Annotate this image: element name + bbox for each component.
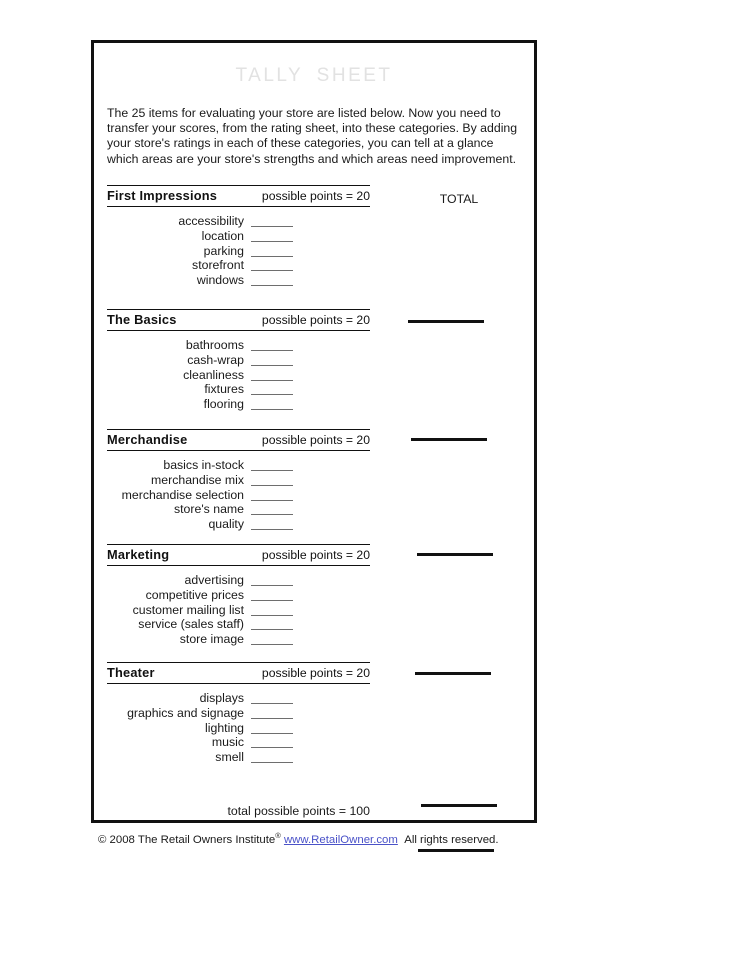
item-score-blank[interactable] [251, 365, 293, 366]
item-label: lighting [205, 720, 244, 735]
item-score-blank[interactable] [251, 256, 293, 257]
retailowner-link[interactable]: www.RetailOwner.com [283, 833, 398, 846]
item-label: accessibility [178, 214, 244, 228]
category-possible-points: possible points = 20 [261, 313, 370, 327]
registered-mark-icon: ® [275, 831, 281, 840]
item-score-blank[interactable] [251, 500, 293, 501]
list-item [94, 750, 534, 765]
list-item [94, 517, 534, 532]
list-item [94, 573, 534, 588]
item-label: bathrooms [185, 338, 244, 352]
item-label: windows [196, 273, 244, 288]
list-item [94, 338, 534, 353]
list-item [94, 214, 534, 229]
item-score-blank[interactable] [251, 629, 293, 630]
list-item [94, 273, 534, 288]
list-item [94, 691, 534, 706]
list-item [94, 244, 534, 259]
category-name: The Basics [107, 312, 177, 327]
category-item-list [94, 338, 534, 412]
page-title: TALLY SHEET [235, 65, 393, 86]
item-label: advertising [184, 573, 244, 587]
item-score-blank[interactable] [251, 762, 293, 763]
category-rule-top [107, 429, 370, 430]
item-label: service (sales staff) [138, 617, 244, 632]
item-label: displays [199, 691, 244, 705]
section-total-blank[interactable] [411, 438, 487, 441]
item-score-blank[interactable] [251, 394, 293, 395]
item-label: music [211, 735, 244, 750]
category-rule-top [107, 662, 370, 663]
item-label: fixtures [204, 382, 244, 397]
rights-reserved-text: All rights reserved. [404, 833, 499, 846]
item-label: cleanliness [183, 367, 244, 382]
category-possible-points: possible points = 20 [261, 433, 370, 447]
category-item-list [94, 458, 534, 532]
intro-paragraph: The 25 items for evaluating your store are listed below. Now you need to transfer your scores, from the rating sheet, into these categories. By adding your store's ratings in each of these categories, you can tell at a glance which areas are your store's strengths and which areas need improvement. [107, 106, 518, 166]
list-item [94, 382, 534, 397]
item-score-blank[interactable] [251, 615, 293, 616]
tally-sheet-content [94, 43, 534, 820]
list-item [94, 488, 534, 503]
category-item-list [94, 214, 534, 288]
section-total-blank[interactable] [417, 553, 493, 556]
category-rule-bottom [107, 683, 370, 684]
list-item [94, 632, 534, 647]
list-item [94, 458, 534, 473]
list-item [94, 721, 534, 736]
category-rule-top [107, 309, 370, 310]
item-label: store image [179, 632, 244, 647]
item-score-blank[interactable] [251, 285, 293, 286]
item-label: parking [203, 243, 244, 258]
total-column-header: TOTAL [439, 192, 479, 206]
item-label: store's name [173, 502, 244, 517]
section-total-blank[interactable] [421, 804, 497, 807]
item-score-blank[interactable] [251, 600, 293, 601]
grand-total-label: total possible points = 100 [227, 804, 370, 818]
item-score-blank[interactable] [251, 644, 293, 645]
list-item [94, 502, 534, 517]
item-label: storefront [192, 258, 244, 273]
list-item [94, 473, 534, 488]
category-name: First Impressions [107, 188, 218, 203]
item-score-blank[interactable] [251, 409, 293, 410]
category-rule-bottom [107, 565, 370, 566]
item-score-blank[interactable] [251, 485, 293, 486]
item-label: merchandise mix [151, 472, 244, 487]
category-possible-points: possible points = 20 [261, 189, 370, 203]
list-item [94, 397, 534, 412]
category-possible-points: possible points = 20 [261, 666, 370, 680]
list-item [94, 368, 534, 383]
section-total-blank[interactable] [408, 320, 484, 323]
item-score-blank[interactable] [251, 270, 293, 271]
item-score-blank[interactable] [251, 703, 293, 704]
item-score-blank[interactable] [251, 733, 293, 734]
category-possible-points: possible points = 20 [261, 548, 370, 562]
tally-sheet-frame [91, 40, 537, 823]
grand-total-blank[interactable] [418, 849, 494, 852]
item-score-blank[interactable] [251, 470, 293, 471]
category-rule-bottom [107, 330, 370, 331]
item-score-blank[interactable] [251, 350, 293, 351]
category-rule-top [107, 185, 370, 186]
category-rule-top [107, 544, 370, 545]
category-header-row [107, 188, 370, 206]
category-name: Merchandise [107, 432, 188, 447]
list-item [94, 353, 534, 368]
item-label: graphics and signage [127, 705, 244, 720]
item-label: customer mailing list [132, 602, 244, 617]
item-label: competitive prices [145, 587, 244, 602]
item-score-blank[interactable] [251, 747, 293, 748]
category-item-list [94, 691, 534, 765]
list-item [94, 706, 534, 721]
category-name: Marketing [107, 547, 170, 562]
item-label: cash-wrap [187, 352, 244, 367]
item-label: basics in-stock [163, 458, 244, 472]
category-rule-bottom [107, 206, 370, 207]
category-header-row [107, 432, 370, 450]
item-score-blank[interactable] [251, 226, 293, 227]
item-label: quality [208, 517, 244, 532]
list-item [94, 617, 534, 632]
section-total-blank[interactable] [415, 672, 491, 675]
copyright-text: © 2008 The Retail Owners Institute [98, 833, 276, 846]
item-label: smell [215, 750, 244, 765]
item-score-blank[interactable] [251, 380, 293, 381]
copyright-line [98, 831, 658, 846]
category-header-row [107, 312, 370, 330]
category-header-row [107, 547, 370, 565]
category-name: Theater [107, 665, 155, 680]
item-score-blank[interactable] [251, 514, 293, 515]
category-header-row [107, 665, 370, 683]
list-item [94, 735, 534, 750]
category-rule-bottom [107, 450, 370, 451]
item-score-blank[interactable] [251, 241, 293, 242]
item-label: flooring [203, 397, 244, 412]
item-score-blank[interactable] [251, 585, 293, 586]
list-item [94, 258, 534, 273]
list-item [94, 603, 534, 618]
list-item [94, 229, 534, 244]
item-label: location [201, 228, 244, 243]
list-item [94, 588, 534, 603]
item-label: merchandise selection [121, 487, 244, 502]
item-score-blank[interactable] [251, 718, 293, 719]
category-item-list [94, 573, 534, 647]
item-score-blank[interactable] [251, 529, 293, 530]
